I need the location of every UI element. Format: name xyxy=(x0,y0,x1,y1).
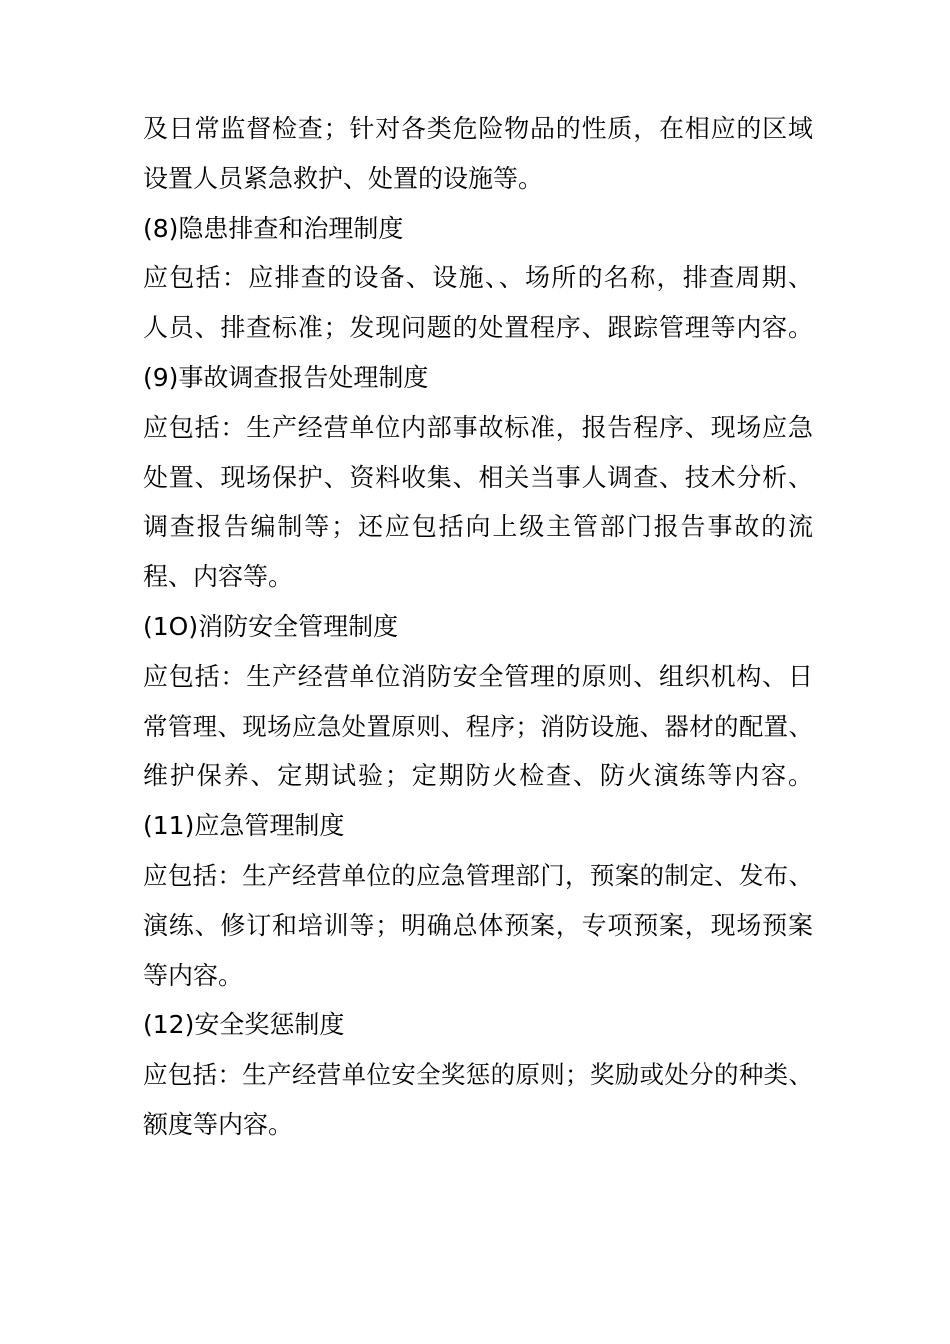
text-line: 调查报告编制等；还应包括向上级主管部门报告事故的流 xyxy=(143,512,813,542)
text-line: 常管理、现场应急处置原则、程序；消防设施、器材的配置、 xyxy=(143,711,813,741)
document-body xyxy=(143,104,813,1150)
text-line: 及日常监督检查；针对各类危险物品的性质，在相应的区域 xyxy=(143,114,813,143)
section-heading: (8)隐患排查和治理制度 xyxy=(143,213,404,243)
text-line: 演练、修订和培训等；明确总体预案，专项预案，现场预案 xyxy=(143,910,813,940)
text-line: 等内容。 xyxy=(143,960,244,990)
text-line: 应包括：生产经营单位内部事故标准，报告程序、现场应急 xyxy=(143,412,813,442)
text-line: 处置、现场保护、资料收集、相关当事人调查、技术分析、 xyxy=(143,462,813,492)
text-line: 应包括：应排查的设备、设施、、场所的名称，排查周期、 xyxy=(143,263,813,293)
text-line: 应包括：生产经营单位的应急管理部门，预案的制定、发布、 xyxy=(143,860,813,890)
section-heading: (9)事故调查报告处理制度 xyxy=(143,362,429,392)
text-line: 应包括：生产经营单位安全奖惩的原则；奖励或处分的种类、 xyxy=(143,1060,813,1090)
text-line: 额度等内容。 xyxy=(143,1109,294,1139)
section-heading: (11)应急管理制度 xyxy=(143,811,345,841)
section-heading: (12)安全奖惩制度 xyxy=(143,1010,345,1040)
text-line: 人员、排查标准；发现问题的处置程序、跟踪管理等内容。 xyxy=(143,313,813,343)
text-line: 设置人员紧急救护、处置的设施等。 xyxy=(143,163,544,193)
text-line: 程、内容等。 xyxy=(143,562,294,592)
text-line: 维护保养、定期试验；定期防火检查、防火演练等内容。 xyxy=(143,761,813,791)
text-line: 应包括：生产经营单位消防安全管理的原则、组织机构、日 xyxy=(143,661,813,691)
section-heading: (1O)消防安全管理制度 xyxy=(143,611,399,641)
